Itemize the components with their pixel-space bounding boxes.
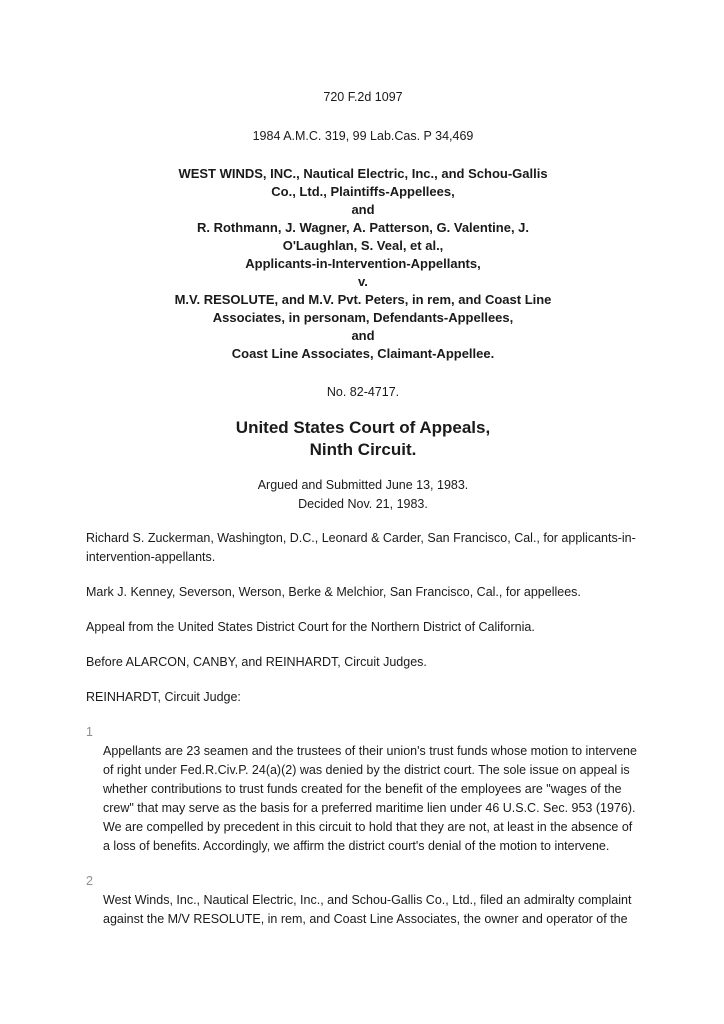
- case-caption: [86, 165, 640, 363]
- attorney-appellees-line: Mark J. Kenney, Severson, Werson, Berke & Melchior, San Francisco, Cal., for appellees.: [86, 585, 581, 599]
- opinion-paragraph-2: [86, 872, 640, 929]
- paragraph-number: 1: [86, 725, 93, 739]
- caption-line: and: [351, 328, 375, 343]
- caption-line: Associates, in personam, Defendants-Appellees,: [212, 310, 514, 325]
- attorney-appellants-line: Richard S. Zuckerman, Washington, D.C., Leonard & Carder, San Francisco, Cal., for applicants-in-intervention-appellants.: [86, 531, 636, 564]
- date-decided: Decided Nov. 21, 1983.: [298, 497, 428, 511]
- paragraph-text: West Winds, Inc., Nautical Electric, Inc., and Schou-Gallis Co., Ltd., filed an admiralty complaint against the M/V RESOLUTE, in rem, and Coast Line Associates, the owner and operator of the: [103, 893, 632, 926]
- opinion-paragraph-1: [86, 723, 640, 856]
- paragraph-text: Appellants are 23 seamen and the trustees of their union's trust funds whose motion to intervene of right under Fed.R.Civ.P. 24(a)(2) was denied by the district court. The sole issue on appeal is whether contributions to trust funds created for the benefit of the employees are "wages of the crew" that may serve as the basis for a preferred maritime lien under 46 U.S.C. Sec. 953 (1976). We are compelled by precedent in this circuit to hold that they are not, at least in the absence of a loss of benefits. Accordingly, we affirm the district court's denial of the motion to intervene.: [103, 744, 637, 853]
- hearing-dates: [86, 476, 640, 514]
- date-argued: Argued and Submitted June 13, 1983.: [257, 478, 469, 492]
- court-name-line-2: Ninth Circuit.: [309, 440, 417, 459]
- opinion-author-line: REINHARDT, Circuit Judge:: [86, 690, 241, 704]
- court-name: [86, 417, 640, 461]
- caption-line: Coast Line Associates, Claimant-Appellee.: [231, 346, 495, 361]
- caption-line: R. Rothmann, J. Wagner, A. Patterson, G. Valentine, J.: [196, 220, 530, 235]
- caption-line: WEST WINDS, INC., Nautical Electric, Inc., and Schou-Gallis: [178, 166, 548, 181]
- caption-line: O'Laughlan, S. Veal, et al.,: [282, 238, 444, 253]
- citation-line: 720 F.2d 1097: [323, 90, 403, 104]
- reporter-line: 1984 A.M.C. 319, 99 Lab.Cas. P 34,469: [252, 129, 474, 143]
- appeal-origin-line: Appeal from the United States District Court for the Northern District of California.: [86, 620, 535, 634]
- caption-line: M.V. RESOLUTE, and M.V. Pvt. Peters, in rem, and Coast Line: [174, 292, 552, 307]
- caption-line: and: [351, 202, 375, 217]
- court-name-line-1: United States Court of Appeals,: [235, 418, 491, 437]
- panel-line: Before ALARCON, CANBY, and REINHARDT, Circuit Judges.: [86, 655, 427, 669]
- docket-number: No. 82-4717.: [326, 385, 400, 399]
- caption-line: v.: [358, 274, 368, 289]
- paragraph-number: 2: [86, 874, 93, 888]
- caption-line: Co., Ltd., Plaintiffs-Appellees,: [271, 184, 455, 199]
- caption-line: Applicants-in-Intervention-Appellants,: [245, 256, 481, 271]
